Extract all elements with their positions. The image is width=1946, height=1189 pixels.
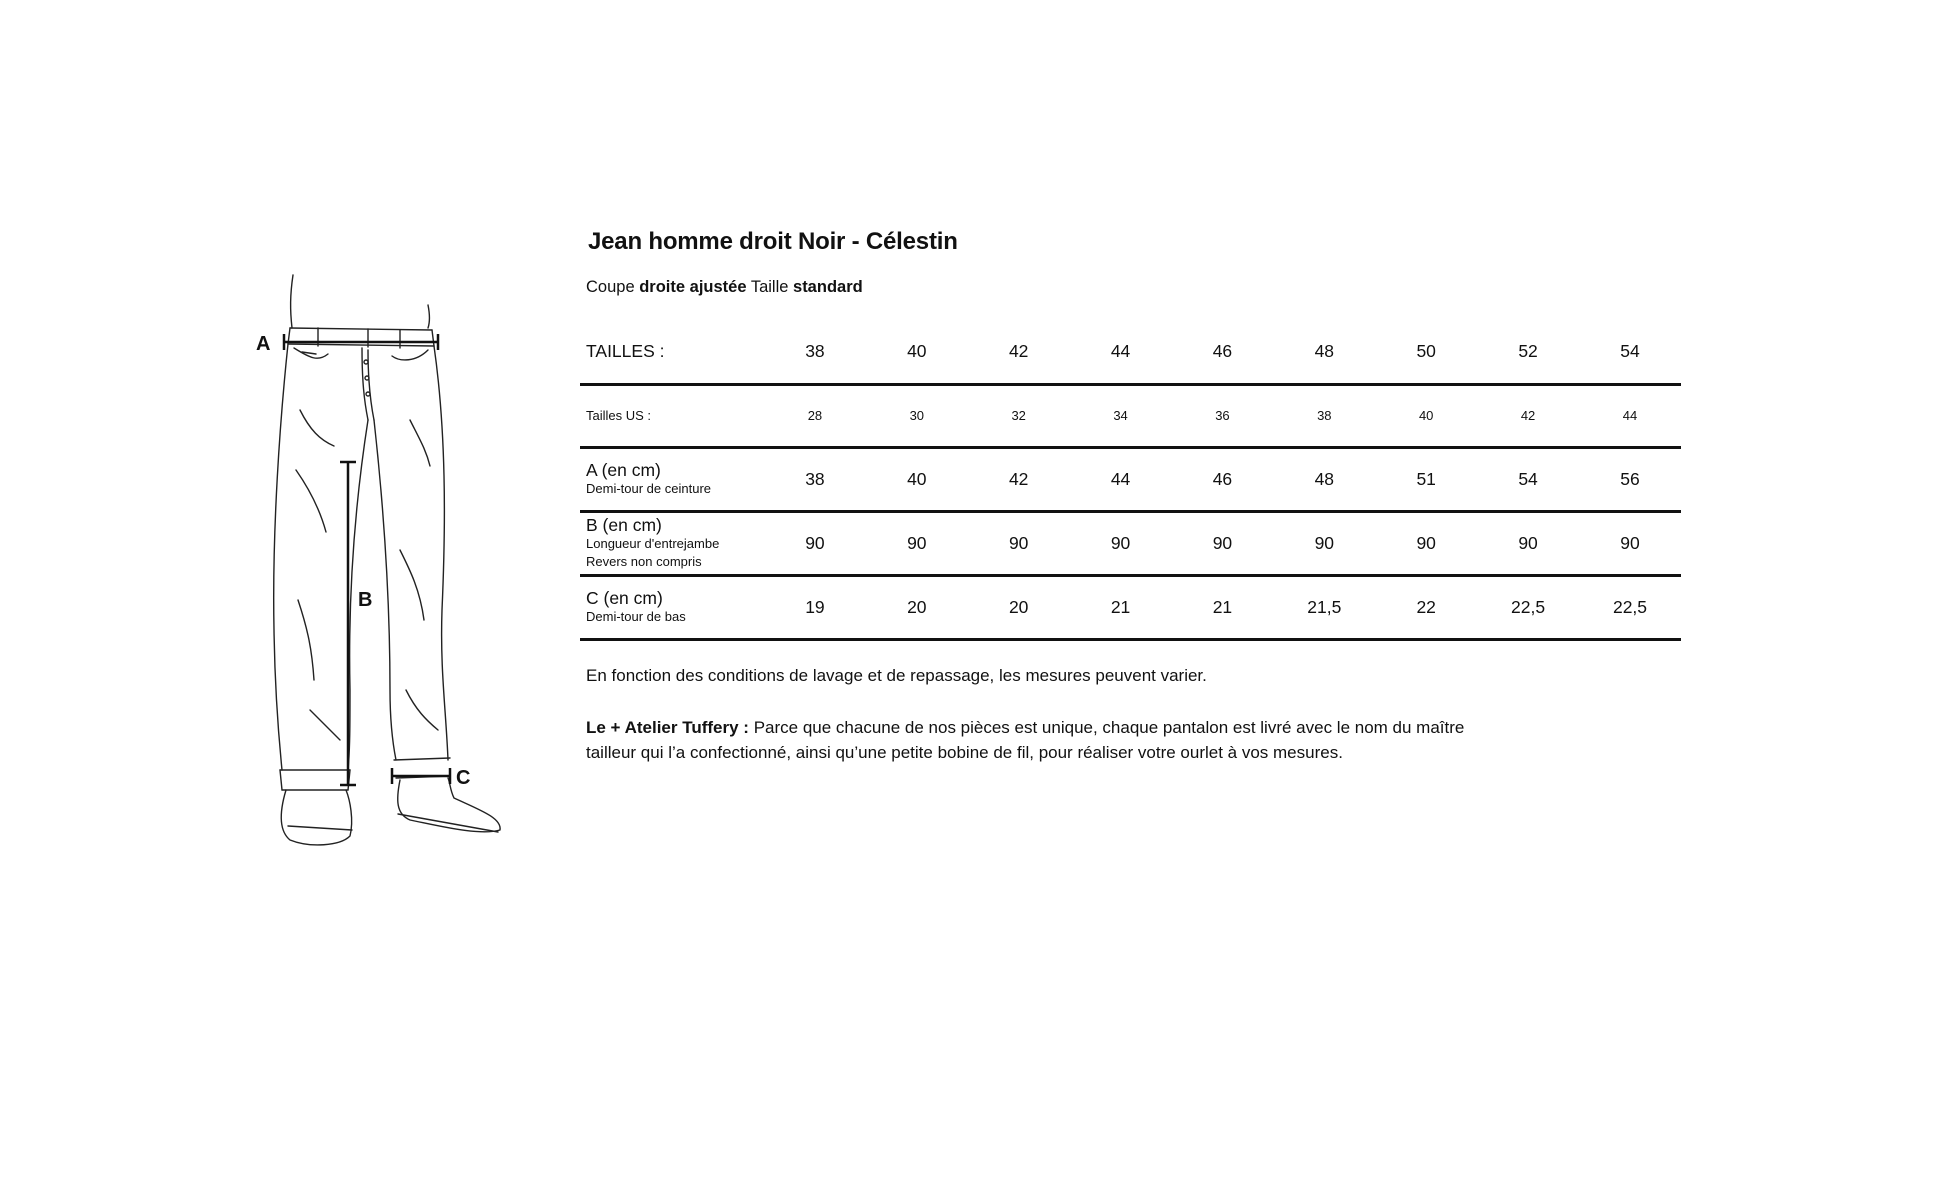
us-size-cell: 42	[1520, 408, 1536, 423]
us-size-cell: 44	[1622, 408, 1638, 423]
page-title: Jean homme droit Noir - Célestin	[588, 228, 958, 255]
us-size-cell: 36	[1215, 408, 1230, 423]
measure-cell: 54	[1518, 468, 1538, 489]
measure-cell: 20	[907, 596, 927, 617]
atelier-text-2: tailleur qui l’a confectionné, ainsi qu’une petite bobine de fil, pour réaliser votre ourlet à vos mesures.	[586, 743, 1343, 762]
measure-cell: 90	[907, 532, 927, 553]
measure-cell: 21,5	[1307, 596, 1342, 617]
marker-c: C	[456, 767, 471, 789]
atelier-label: Le + Atelier Tuffery :	[586, 718, 749, 737]
measure-cell: 90	[1212, 532, 1233, 553]
size-cell: 46	[1212, 340, 1233, 361]
size-cell: 44	[1110, 340, 1131, 361]
size-cell: 40	[907, 340, 927, 361]
coupe-label: Coupe	[586, 278, 635, 296]
atelier-line-1	[586, 715, 1586, 740]
size-cell: 42	[1008, 340, 1029, 361]
taille-label: Taille	[750, 278, 789, 296]
us-size-cell: 28	[807, 408, 823, 423]
measure-cell: 46	[1212, 468, 1233, 489]
taille-value: standard	[793, 278, 863, 296]
size-cell: 52	[1518, 340, 1538, 361]
sizes-header: TAILLES :	[586, 340, 665, 361]
measure-cell: 40	[907, 468, 927, 489]
fit-description	[586, 278, 863, 297]
care-note: En fonction des conditions de lavage et de repassage, les mesures peuvent varier.	[586, 666, 1207, 685]
measure-cell: 22,5	[1612, 596, 1648, 617]
measure-cell: 90	[1110, 532, 1131, 553]
us-size-cell: 30	[909, 408, 925, 423]
table-row-a	[580, 447, 1681, 511]
measure-cell: 90	[1518, 532, 1538, 553]
atelier-note	[586, 715, 1586, 765]
row-b-header: B (en cm) Longueur d'entrejambe Revers non compris	[586, 515, 720, 569]
size-cell: 48	[1314, 340, 1335, 361]
coupe-value: droite ajustée	[639, 278, 747, 296]
measure-cell: 48	[1314, 468, 1335, 489]
measure-cell: 19	[805, 596, 825, 617]
us-size-cell: 38	[1317, 408, 1332, 423]
measure-cell: 90	[1008, 532, 1029, 553]
measure-cell: 20	[1008, 596, 1029, 617]
measure-cell: 51	[1416, 468, 1436, 489]
marker-a: A	[256, 333, 271, 355]
measure-cell: 21	[1110, 596, 1131, 617]
measure-cell: 90	[805, 532, 825, 553]
table-row-b	[580, 511, 1681, 575]
size-table	[580, 320, 1681, 641]
atelier-text-1: Parce que chacune de nos pièces est unique, chaque pantalon est livré avec le nom du maître	[753, 718, 1465, 737]
us-size-cell: 34	[1113, 408, 1128, 423]
measure-cell: 90	[1314, 532, 1335, 553]
row-c-header: C (en cm) Demi-tour de bas	[586, 588, 686, 624]
measure-cell: 90	[1620, 532, 1640, 553]
marker-b: B	[358, 589, 373, 611]
us-size-cell: 32	[1011, 408, 1026, 423]
jeans-illustration	[250, 270, 520, 850]
table-row-us-sizes	[580, 384, 1681, 447]
us-size-cell: 40	[1418, 408, 1434, 423]
measure-cell: 44	[1110, 468, 1131, 489]
size-cell: 50	[1416, 340, 1436, 361]
table-row-c	[580, 575, 1681, 639]
size-cell: 54	[1620, 340, 1640, 361]
row-a-header: A (en cm) Demi-tour de ceinture	[586, 460, 711, 496]
measure-cell: 22	[1416, 596, 1436, 617]
size-cell: 38	[805, 340, 825, 361]
measure-cell: 42	[1008, 468, 1029, 489]
jeans-sketch	[250, 270, 520, 850]
measure-cell: 21	[1212, 596, 1233, 617]
measure-cell: 90	[1416, 532, 1436, 553]
table-row-sizes	[580, 320, 1681, 384]
measure-cell: 22,5	[1511, 596, 1546, 617]
measure-cell: 56	[1620, 468, 1640, 489]
measure-cell: 38	[805, 468, 825, 489]
us-sizes-header: Tailles US :	[586, 407, 652, 423]
